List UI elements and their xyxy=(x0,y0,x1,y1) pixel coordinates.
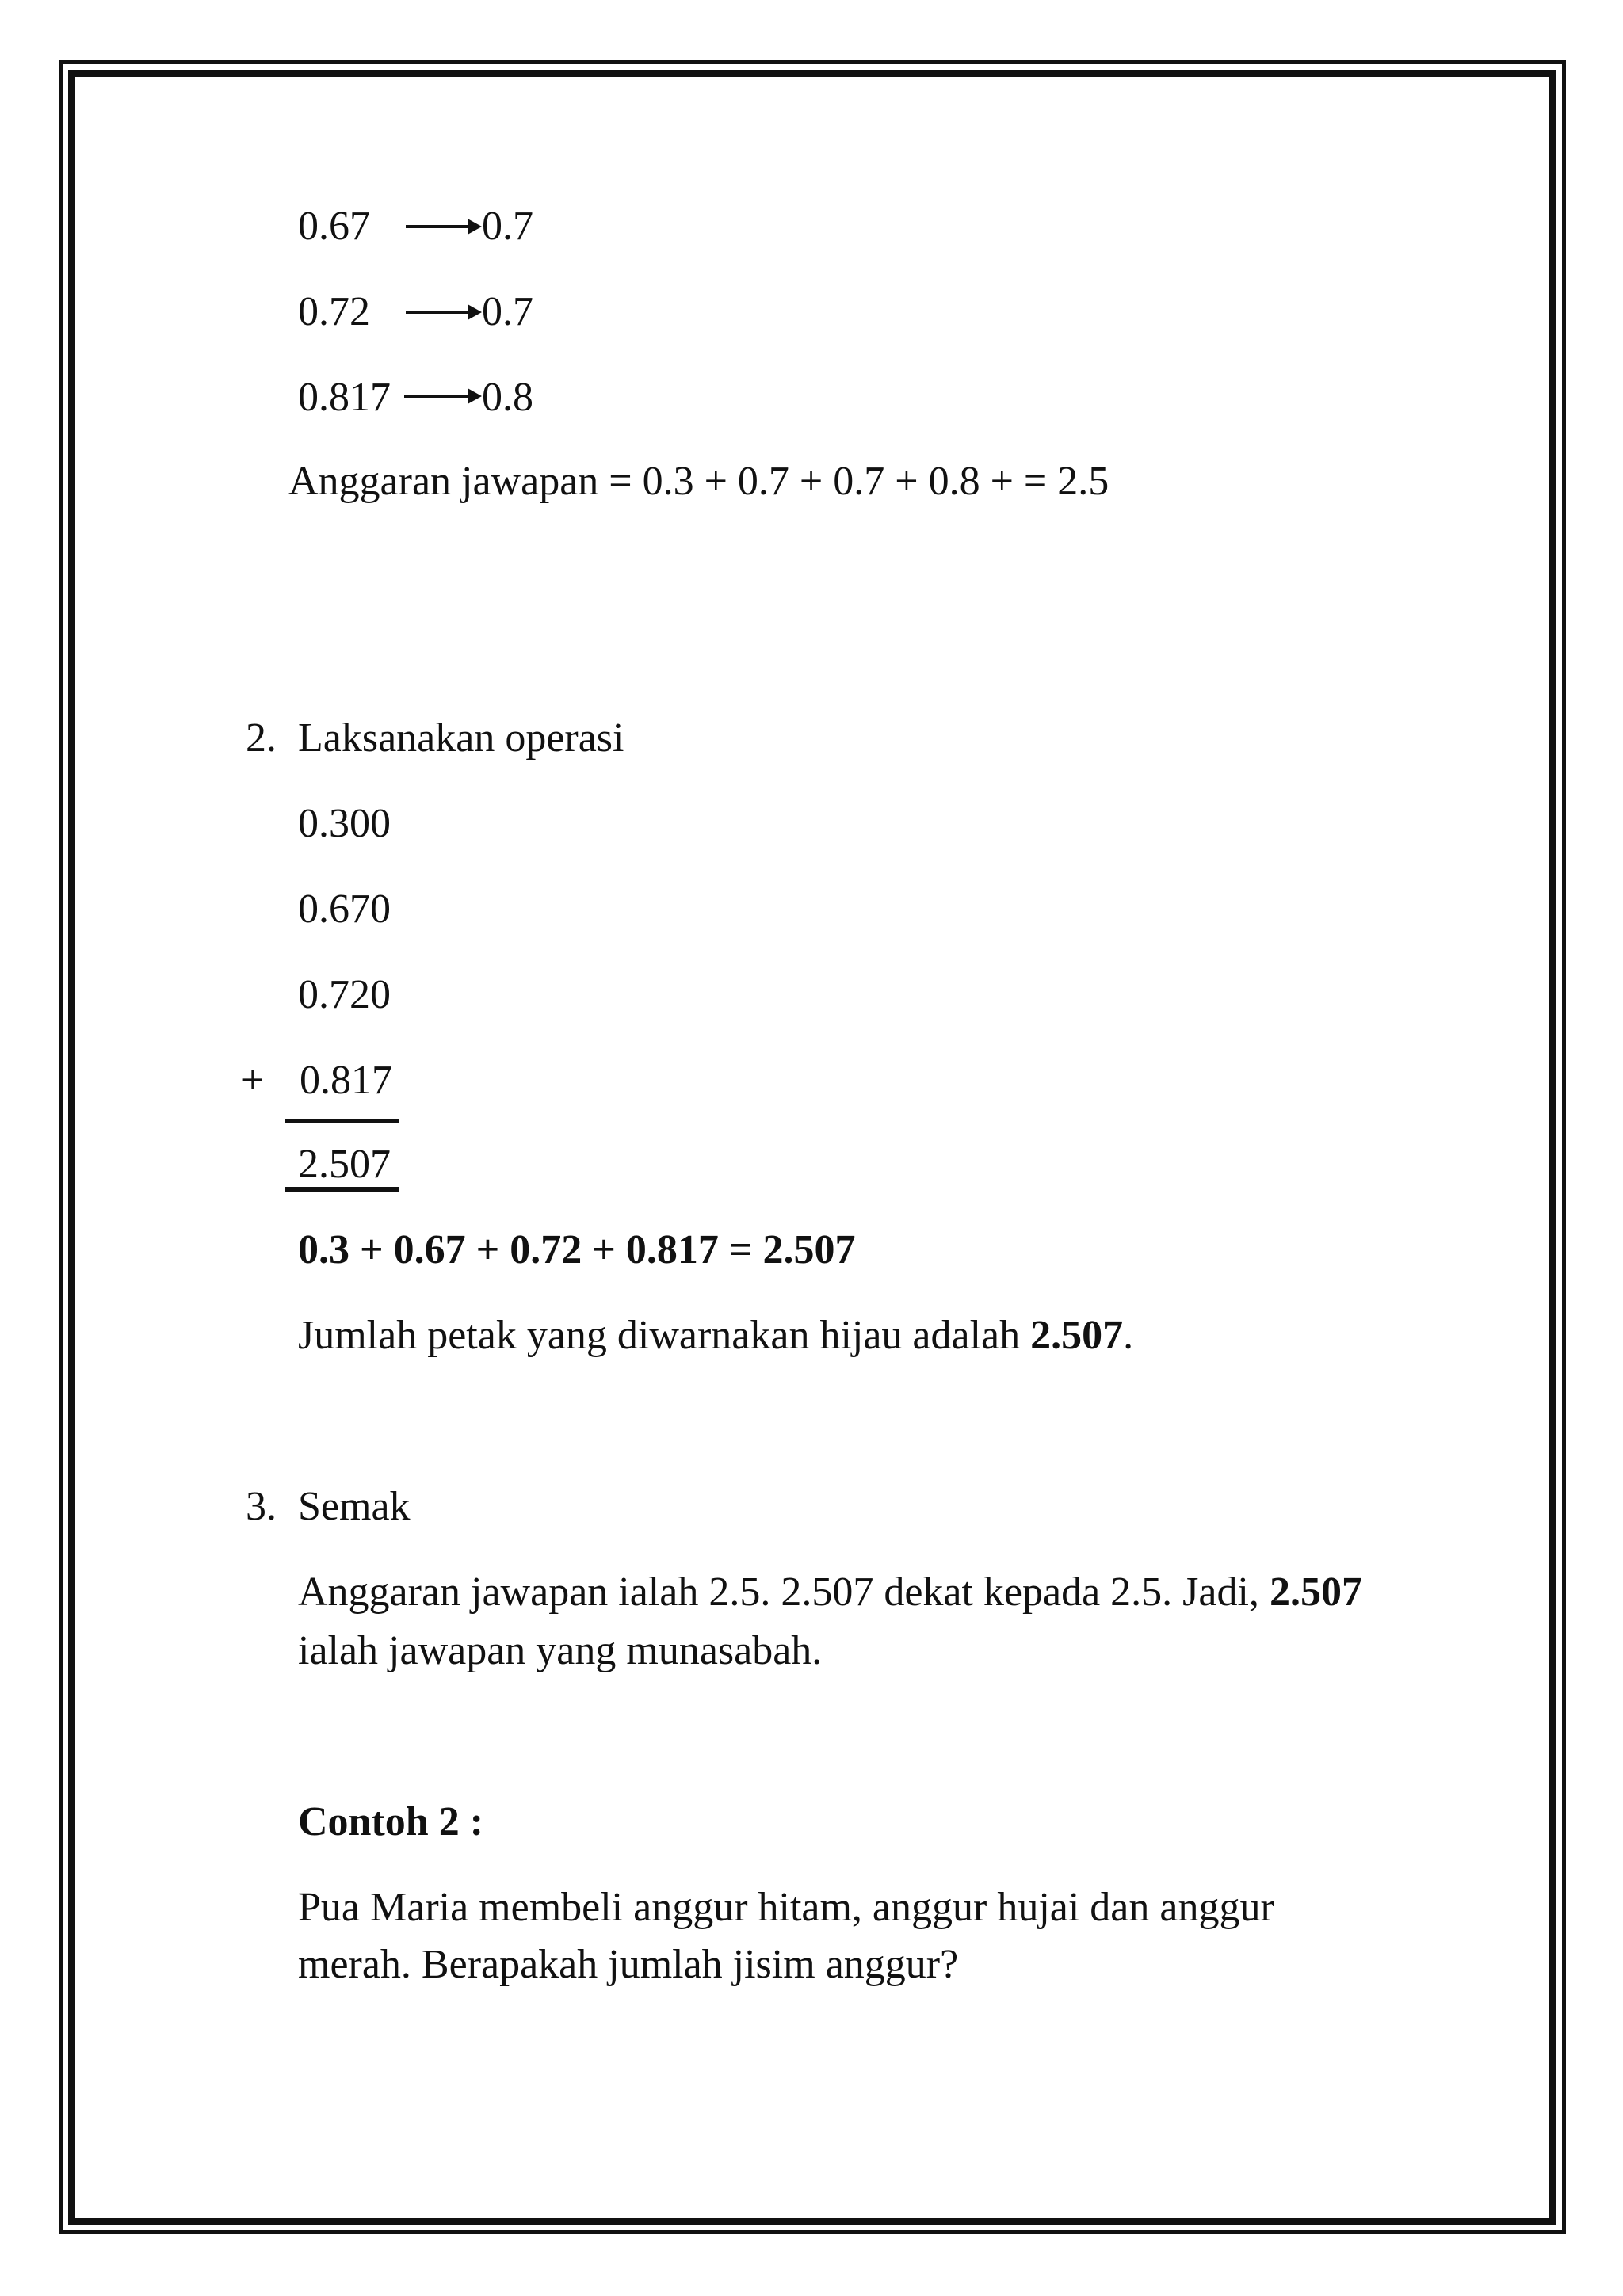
right-arrow-icon xyxy=(404,395,469,398)
rounding-to: 0.8 xyxy=(482,375,533,420)
addend: 0.300 xyxy=(298,801,391,846)
step-3-number: 3. xyxy=(246,1484,277,1529)
addend: 0.670 xyxy=(298,887,391,932)
result-prefix: Jumlah petak yang diwarnakan hijau adalah xyxy=(298,1313,1031,1358)
rounding-to: 0.7 xyxy=(482,204,533,249)
check-line-2: ialah jawapan yang munasabah. xyxy=(298,1628,823,1673)
result-suffix: . xyxy=(1123,1313,1134,1358)
check-line-1 xyxy=(298,1569,1362,1616)
right-arrow-icon xyxy=(406,225,469,228)
plus-sign: + xyxy=(241,1058,265,1103)
sum-value: 2.507 xyxy=(298,1142,391,1187)
sum-rule-top xyxy=(285,1119,399,1123)
step-3-heading: Semak xyxy=(298,1484,411,1529)
step-2-heading: Laksanakan operasi xyxy=(298,715,624,761)
check-text: Anggaran jawapan ialah 2.5. 2.507 dekat kepada 2.5. Jadi, xyxy=(298,1569,1270,1615)
example-2-title: Contoh 2 : xyxy=(298,1799,484,1844)
addend: 0.720 xyxy=(298,972,391,1017)
rounding-from: 0.817 xyxy=(298,375,391,420)
rounding-to: 0.7 xyxy=(482,289,533,334)
right-arrow-icon xyxy=(406,311,469,314)
example-2-line-1: Pua Maria membeli anggur hitam, anggur hujai dan anggur xyxy=(298,1885,1274,1930)
equation: 0.3 + 0.67 + 0.72 + 0.817 = 2.507 xyxy=(298,1227,856,1272)
result-line xyxy=(298,1312,1133,1360)
estimate-line: Anggaran jawapan = 0.3 + 0.7 + 0.7 + 0.8 + = 2.5 xyxy=(288,459,1109,504)
check-answer: 2.507 xyxy=(1269,1569,1362,1615)
rounding-from: 0.72 xyxy=(298,289,370,334)
addend: 0.817 xyxy=(300,1058,392,1103)
sum-rule-bottom xyxy=(285,1187,399,1192)
result-value: 2.507 xyxy=(1030,1313,1124,1358)
rounding-from: 0.67 xyxy=(298,204,370,249)
example-2-line-2: merah. Berapakah jumlah jisim anggur? xyxy=(298,1942,959,1987)
step-2-number: 2. xyxy=(246,715,277,761)
